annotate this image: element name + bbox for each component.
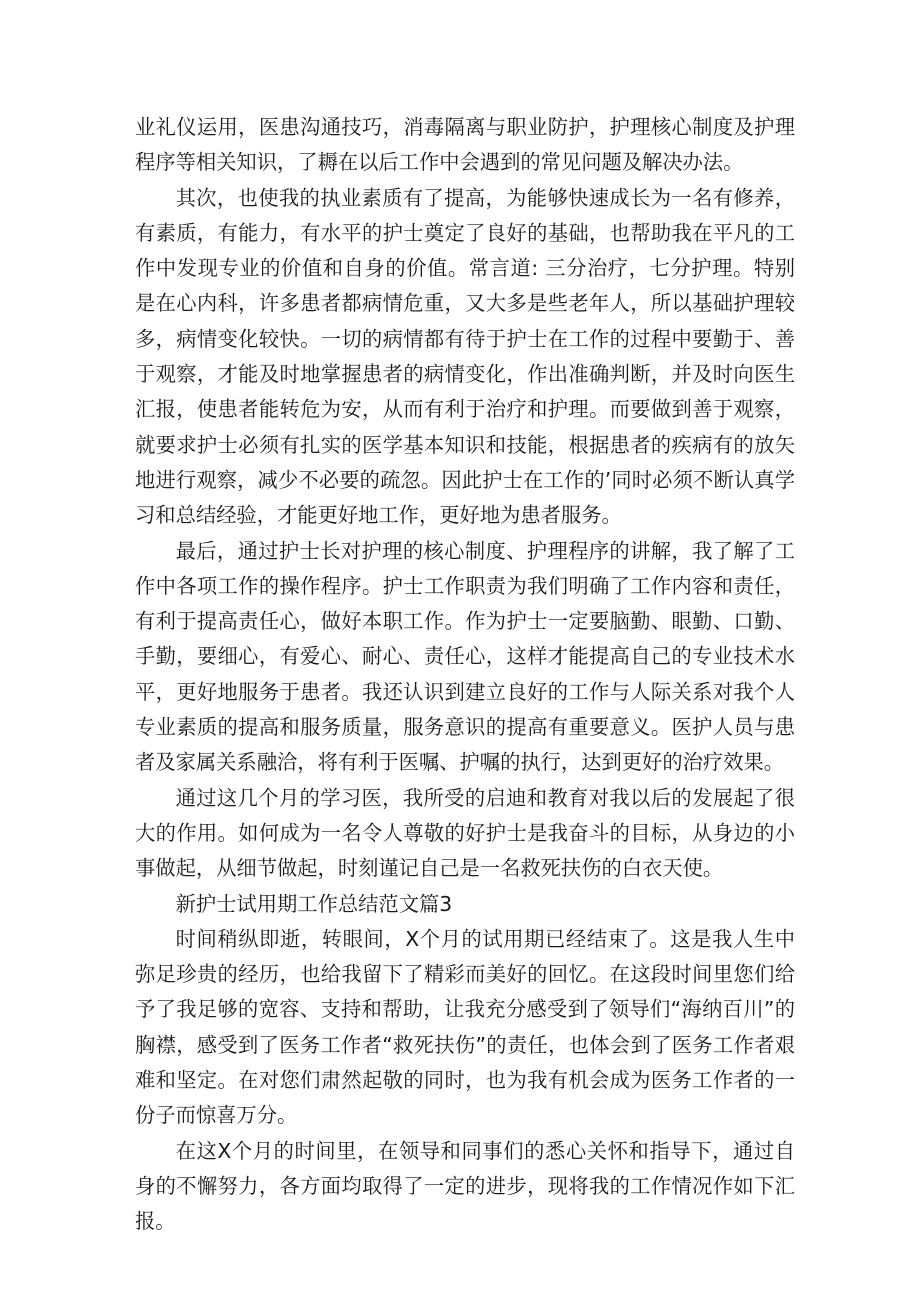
section-heading: 新护士试用期工作总结范文篇3	[175, 891, 453, 916]
paragraph-continuation: 业礼仪运用，医患沟通技巧，消毒隔离与职业防护，护理核心制度及护理程序等相关知识，了耨在以后工作中会遇到的常见问题及解决办法。	[135, 115, 795, 175]
paragraph-body: 在这X个月的时间里，在领导和同事们的悉心关怀和指导下，通过自身的不懈努力，各方面均取得了一定的进步，现将我的工作情况作如下汇报。	[135, 1138, 795, 1234]
paragraph-body: 时间稍纵即逝，转眼间，X个月的试用期已经结束了。这是我人生中弥足珍贵的经历，也给我留下了精彩而美好的回忆。在这段时间里您们给予了我足够的宽容、支持和帮助，让我充分感受到了领导们“海纳百川”的胸襟，感受到了医务工作者“救死扶伤”的责任，也体会到了医务工作者艰难和坚定。在对您们肃然起敬的同时，也为我有机会成为医务工作者的一份子而惊喜万分。	[135, 926, 795, 1128]
document-body	[135, 110, 795, 1240]
paragraph-body: 最后，通过护士长对护理的核心制度、护理程序的讲解，我了解了工作中各项工作的操作程序。护士工作职责为我们明确了工作内容和责任，有利于提高责任心，做好本职工作。作为护士一定要脑勤、眼勤、口勤、手勤，要细心，有爱心、耐心、责任心，这样才能提高自己的专业技术水平，更好地服务于患者。我还认识到建立良好的工作与人际关系对我个人专业素质的提高和服务质量，服务意识的提高有重要意义。医护人员与患者及家属关系融洽，将有利于医嘱、护嘱的执行，达到更好的治疗效果。	[135, 538, 795, 775]
paragraph-body: 其次，也使我的执业素质有了提高，为能够快速成长为一名有修养，有素质，有能力，有水平的护士奠定了良好的基础，也帮助我在平凡的工作中发现专业的价值和自身的价值。常言道: 三分治疗，七分护理。特别是在心内科，许多患者都病情危重，又大多是些老年人，所以基础护理较多，病情变化较快。一切的病情都有待于护士在工作的过程中要勤于、善于观察，才能及时地掌握患者的病情变化，作出准确判断，并及时向医生汇报，使患者能转危为安，从而有利于治疗和护理。而要做到善于观察，就要求护士必须有扎实的医学基本知识和技能，根据患者的疾病有的放矢地进行观察，减少不必要的疏忽。因此护士在工作的’同时必须不断认真学习和总结经验，才能更好地工作，更好地为患者服务。	[135, 185, 795, 528]
paragraph-body: 通过这几个月的学习医，我所受的启迪和教育对我以后的发展起了很大的作用。如何成为一名令人尊敬的好护士是我奋斗的目标，从身边的小事做起，从细节做起，时刻谨记自己是一名救死扶伤的白衣天使。	[135, 785, 795, 881]
